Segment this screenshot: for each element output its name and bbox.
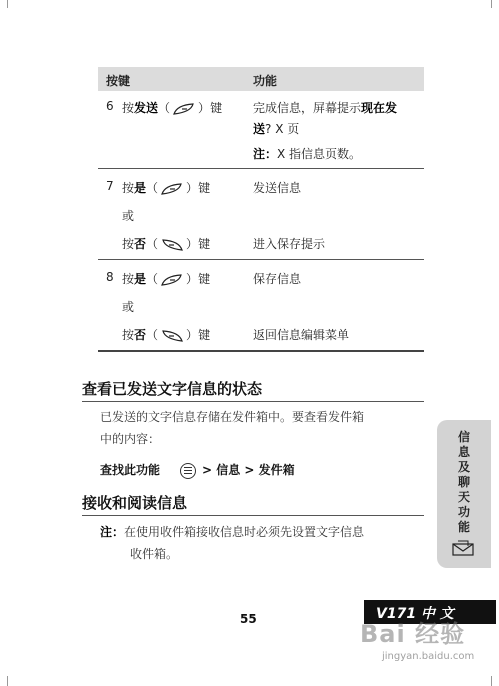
key-function-table [98, 67, 424, 352]
section-divider [82, 401, 424, 402]
row-key-alt: 按否（ ）键 [122, 328, 211, 342]
section-title-sent-status: 查看已发送文字信息的状态 [82, 380, 263, 398]
row-number: 7 [106, 179, 114, 193]
page-number: 55 [240, 612, 257, 626]
header-key: 按键 [106, 74, 131, 88]
header-function: 功能 [253, 74, 278, 88]
left-soft-key-icon [159, 238, 185, 252]
note-paragraph: 注：在使用收件箱接收信息时必须先设置文字信息 收件箱。 [100, 525, 365, 561]
crop-marks-bottom [0, 676, 499, 686]
watermark-logo: Bai 经验 [360, 620, 466, 648]
row-function: 保存信息 [253, 272, 302, 286]
row-number: 6 [106, 99, 114, 113]
table-row [98, 91, 424, 169]
table-row [98, 169, 424, 260]
row-function: 完成信息，屏幕提示现在发 [253, 101, 398, 115]
row-key-alt: 按否（ ）键 [122, 237, 211, 251]
crop-marks-top [0, 0, 499, 8]
chapter-side-tab [437, 420, 491, 568]
table-row [98, 260, 424, 352]
table-header [98, 67, 424, 91]
model-label: V171 中 文 [376, 606, 454, 622]
section-divider [82, 515, 424, 516]
section-paragraph: 已发送的文字信息存储在发件箱中。要查看发件箱 中的内容： [100, 410, 365, 446]
chapter-tab-label: 信 息 及 聊 天 功 能 [457, 430, 470, 534]
right-soft-key-icon [171, 102, 197, 116]
row-function: 发送信息 [253, 181, 302, 195]
right-soft-key-icon [159, 182, 185, 196]
feature-path: 查找此功能 > 信息 > 发件箱 [100, 463, 295, 477]
left-soft-key-icon [159, 329, 185, 343]
right-soft-key-icon [159, 273, 185, 287]
row-function-alt: 进入保存提示 [253, 237, 326, 251]
row-function-cont: 送? X 页 [253, 122, 300, 136]
row-key: 按是（ ）键 [122, 181, 211, 195]
row-or: 或 [122, 209, 135, 223]
row-or: 或 [122, 300, 135, 314]
row-function-note: 注：X 指信息页数。 [253, 147, 362, 161]
menu-key-icon [180, 463, 196, 479]
row-key: 按发送（ ）键 [122, 101, 223, 115]
row-function-alt: 返回信息编辑菜单 [253, 328, 350, 342]
row-key: 按是（ ）键 [122, 272, 211, 286]
section-title-receive: 接收和阅读信息 [82, 494, 188, 512]
row-number: 8 [106, 270, 114, 284]
envelope-icon [452, 540, 474, 556]
watermark-url: jingyan.baidu.com [382, 651, 475, 662]
